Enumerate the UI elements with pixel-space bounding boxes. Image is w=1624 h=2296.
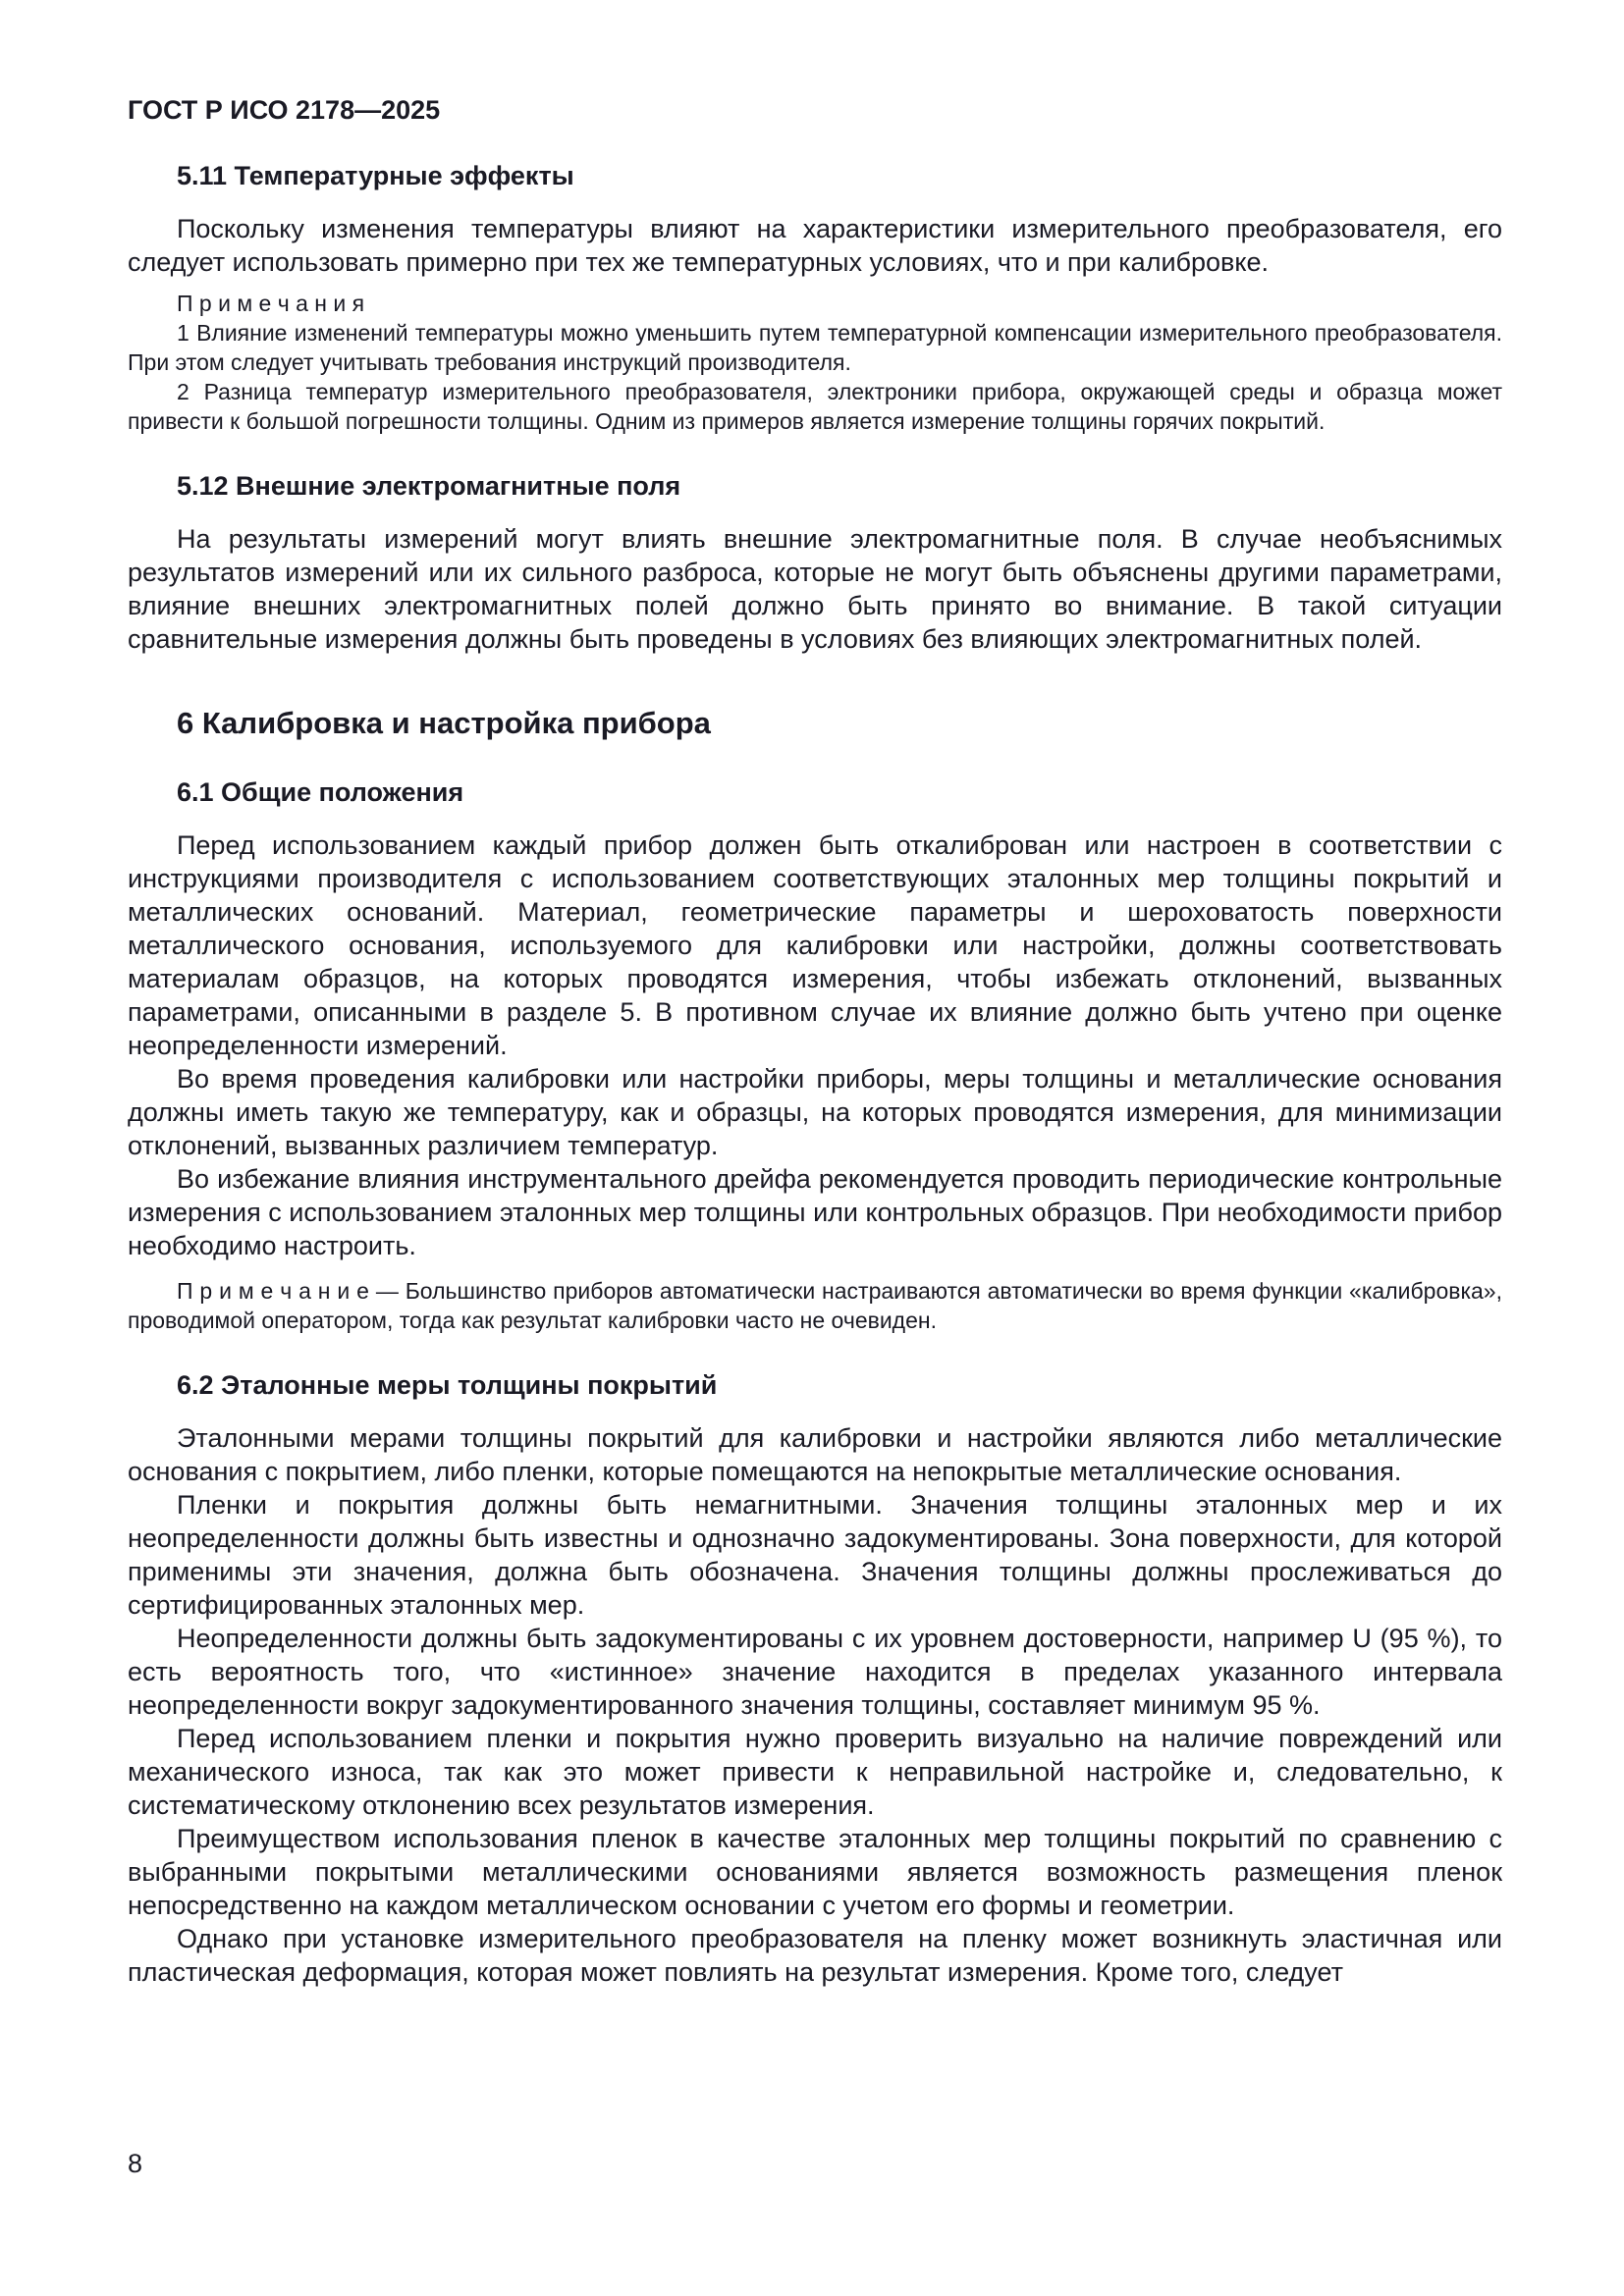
note-item: 2 Разница температур измерительного преобразователя, электроники прибора, окружающей среды и образца может привести к большой погрешности толщины. Одним из примеров является измерение толщины горячих покрытий. bbox=[128, 379, 1502, 434]
note-item: 1 Влияние изменений температуры можно уменьшить путем температурной компенсации измерительного преобразователя. При этом следует учитывать требования инструкций производителя. bbox=[128, 320, 1502, 375]
section-heading: 5.11 Температурные эффекты bbox=[177, 161, 574, 190]
chapter-heading: 6 Калибровка и настройка прибора bbox=[177, 706, 711, 740]
page-number: 8 bbox=[128, 2149, 143, 2178]
paragraph: На результаты измерений могут влиять внешние электромагнитные поля. В случае необъяснимых результатов измерений или их сильного разброса, которые не могут быть объяснены другими параметрами, влияние внешних электромагнитных полей должно быть принято во внимание. В такой ситуации сравнительные измерения должны быть проведены в условиях без влияющих электромагнитных полей. bbox=[128, 524, 1502, 654]
document-content bbox=[128, 159, 1502, 1989]
paragraph: Во время проведения калибровки или настройки приборы, меры толщины и металлические основания должны иметь такую же температуру, как и образцы, на которых проводятся измерения, для минимизации отклонений, вызванных различием температур. bbox=[128, 1064, 1502, 1160]
paragraph: Неопределенности должны быть задокументированы с их уровнем достоверности, например U (95 %), то есть вероятность того, что «истинное» значение находится в пределах указанного интервала неопределенности вокруг задокументированного значения толщины, составляет минимум 95 %. bbox=[128, 1624, 1502, 1720]
note-title: П р и м е ч а н и я bbox=[177, 291, 365, 316]
note: П р и м е ч а н и е — Большинство приборов автоматически настраиваются автоматически во время функции «калибровка», проводимой оператором, тогда как результат калибровки часто не очевиден. bbox=[128, 1278, 1502, 1333]
paragraph: Эталонными мерами толщины покрытий для калибровки и настройки являются либо металлические основания с покрытием, либо пленки, которые помещаются на непокрытые металлические основания. bbox=[128, 1423, 1502, 1486]
paragraph: Поскольку изменения температуры влияют на характеристики измерительного преобразователя, его следует использовать примерно при тех же температурных условиях, что и при калибровке. bbox=[128, 214, 1502, 277]
paragraph: Перед использованием каждый прибор должен быть откалиброван или настроен в соответствии с инструкциями производителя с использованием соответствующих эталонных мер толщины покрытий и металлических оснований. Материал, геометрические параметры и шероховатость поверхности металлического основания, используемого для калибровки или настройки, должны соответствовать материалам образцов, на которых проводятся измерения, чтобы избежать отклонений, вызванных параметрами, описанными в разделе 5. В противном случае их влияние должно быть учтено при оценке неопределенности измерений. bbox=[128, 830, 1502, 1060]
paragraph: Однако при установке измерительного преобразователя на пленку может возникнуть эластичная или пластическая деформация, которая может повлиять на результат измерения. Кроме того, следует bbox=[128, 1924, 1502, 1987]
paragraph: Перед использованием пленки и покрытия нужно проверить визуально на наличие повреждений или механического износа, так как это может привести к неправильной настройке и, следовательно, к систематическому отклонению всех результатов измерения. bbox=[128, 1724, 1502, 1820]
paragraph: Преимуществом использования пленок в качестве эталонных мер толщины покрытий по сравнению с выбранными покрытыми металлическими основаниями является возможность размещения пленок непосредственно на каждом металлическом основании с учетом его формы и геометрии. bbox=[128, 1824, 1502, 1920]
section-heading: 6.2 Эталонные меры толщины покрытий bbox=[177, 1370, 718, 1400]
section-heading: 5.12 Внешние электромагнитные поля bbox=[177, 471, 681, 501]
document-header: ГОСТ Р ИСО 2178—2025 bbox=[128, 95, 441, 125]
paragraph: Во избежание влияния инструментального дрейфа рекомендуется проводить периодические контрольные измерения с использованием эталонных мер толщины или контрольных образцов. При необходимости прибор необходимо настроить. bbox=[128, 1164, 1502, 1260]
section-heading: 6.1 Общие положения bbox=[177, 777, 464, 807]
paragraph: Пленки и покрытия должны быть немагнитными. Значения толщины эталонных мер и их неопределенности должны быть известны и однозначно задокументированы. Зона поверхности, для которой применимы эти значения, должна быть обозначена. Значения толщины должны прослеживаться до сертифицированных эталонных мер. bbox=[128, 1490, 1502, 1620]
